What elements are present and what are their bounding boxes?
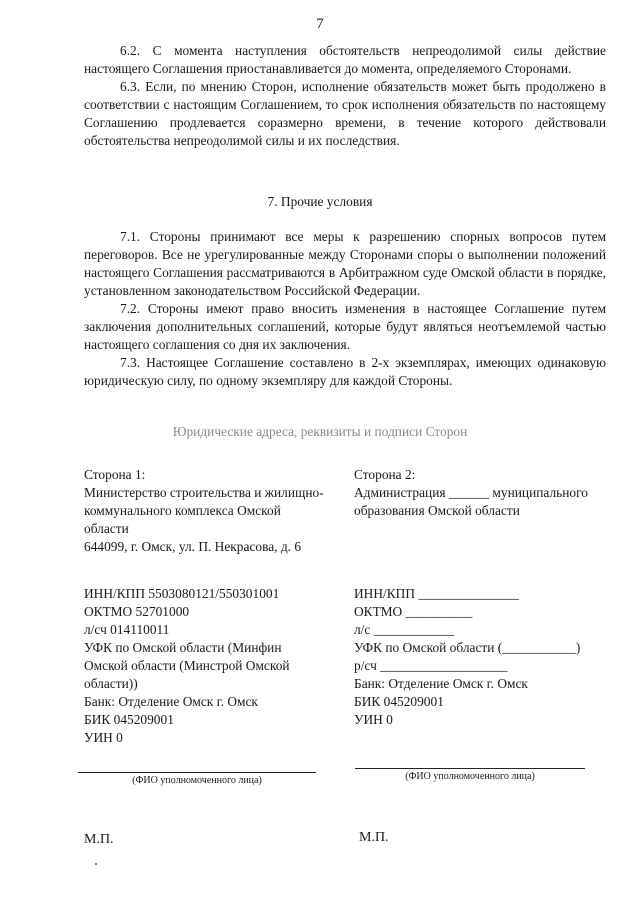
party2-requisites bbox=[354, 585, 624, 729]
party2-requisite: ОКТМО __________ bbox=[354, 604, 473, 619]
party2-requisite: л/с ____________ bbox=[354, 622, 455, 637]
party1-heading: Сторона 1: bbox=[84, 467, 146, 482]
party1-requisite: области)) bbox=[84, 676, 138, 691]
clause-6-2: 6.2. С момента наступления обстоятельств непреодолимой силы действие настоящего Соглашения приостанавливается до момента, определяемого Сторонами. bbox=[84, 43, 606, 76]
party2-stamp-place: М.П. bbox=[359, 830, 389, 845]
party1-requisites bbox=[84, 585, 352, 747]
party1-name-line: Министерство строительства и жилищно- bbox=[84, 485, 324, 500]
stray-dot bbox=[95, 863, 97, 865]
party2-requisite: Банк: Отделение Омск г. Омск bbox=[354, 676, 528, 691]
party1-name-line: коммунального комплекса Омской bbox=[84, 503, 281, 518]
party1-requisite: ИНН/КПП 5503080121/550301001 bbox=[84, 586, 280, 601]
clause-7-1: 7.1. Стороны принимают все меры к разрешению спорных вопросов путем переговоров. Все не урегулированные между Сторонами споры о выполнении положений настоящего Соглашения рассматриваются в Арбитражном суде Омской области в порядке, установленном законодательством Российской Федерации. bbox=[84, 229, 606, 298]
party2-heading: Сторона 2: bbox=[354, 467, 416, 482]
details-title: Юридические адреса, реквизиты и подписи Сторон bbox=[172, 424, 468, 439]
clause-7-3: 7.3. Настоящее Соглашение составлено в 2-х экземплярах, имеющих одинаковую юридическую силу, по одному экземпляру для каждой Стороны. bbox=[84, 355, 606, 388]
section-7-text bbox=[84, 228, 606, 390]
party2-block bbox=[354, 466, 624, 520]
party1-requisite: ОКТМО 52701000 bbox=[84, 604, 190, 619]
party1-requisite: БИК 045209001 bbox=[84, 712, 174, 727]
party1-address: 644099, г. Омск, ул. П. Некрасова, д. 6 bbox=[84, 539, 302, 554]
party1-requisite: УИН 0 bbox=[84, 730, 123, 745]
party1-signature-caption: (ФИО уполномоченного лица) bbox=[132, 775, 262, 786]
party2-signature-caption: (ФИО уполномоченного лица) bbox=[405, 771, 535, 782]
section-6-text bbox=[84, 42, 606, 150]
party2-requisite: БИК 045209001 bbox=[354, 694, 444, 709]
party2-requisite: р/сч ___________________ bbox=[354, 658, 508, 673]
party2-requisite: УФК по Омской области (___________) bbox=[354, 640, 581, 655]
party1-name-line: области bbox=[84, 521, 129, 536]
party1-block bbox=[84, 466, 352, 556]
party2-requisite: ИНН/КПП _______________ bbox=[354, 586, 519, 601]
party2-name-line: Администрация ______ муниципального bbox=[354, 485, 588, 500]
party1-requisite: Омской области (Минстрой Омской bbox=[84, 658, 290, 673]
party2-requisite: УИН 0 bbox=[354, 712, 393, 727]
party1-signature-line bbox=[78, 772, 316, 773]
party1-requisite: Банк: Отделение Омск г. Омск bbox=[84, 694, 258, 709]
party1-stamp-place: М.П. bbox=[84, 832, 114, 847]
party1-requisite: л/сч 014110011 bbox=[84, 622, 170, 637]
clause-7-2: 7.2. Стороны имеют право вносить изменения в настоящее Соглашение путем заключения дополнительных соглашений, которые будут являться неотъемлемой частью настоящего соглашения со дня их заключения. bbox=[84, 301, 606, 352]
page-number: 7 bbox=[316, 16, 324, 32]
section-7-title: 7. Прочие условия bbox=[267, 194, 373, 209]
party2-name-line: образования Омской области bbox=[354, 503, 520, 518]
party1-requisite: УФК по Омской области (Минфин bbox=[84, 640, 282, 655]
clause-6-3: 6.3. Если, по мнению Сторон, исполнение обязательств может быть продолжено в соответствии с настоящим Соглашением, то срок исполнения обязательств по настоящему Соглашению продлевается соразмерно времени, в течение которого действовали обстоятельства непреодолимой силы и их последствия. bbox=[84, 79, 606, 148]
party2-signature-line bbox=[355, 768, 585, 769]
